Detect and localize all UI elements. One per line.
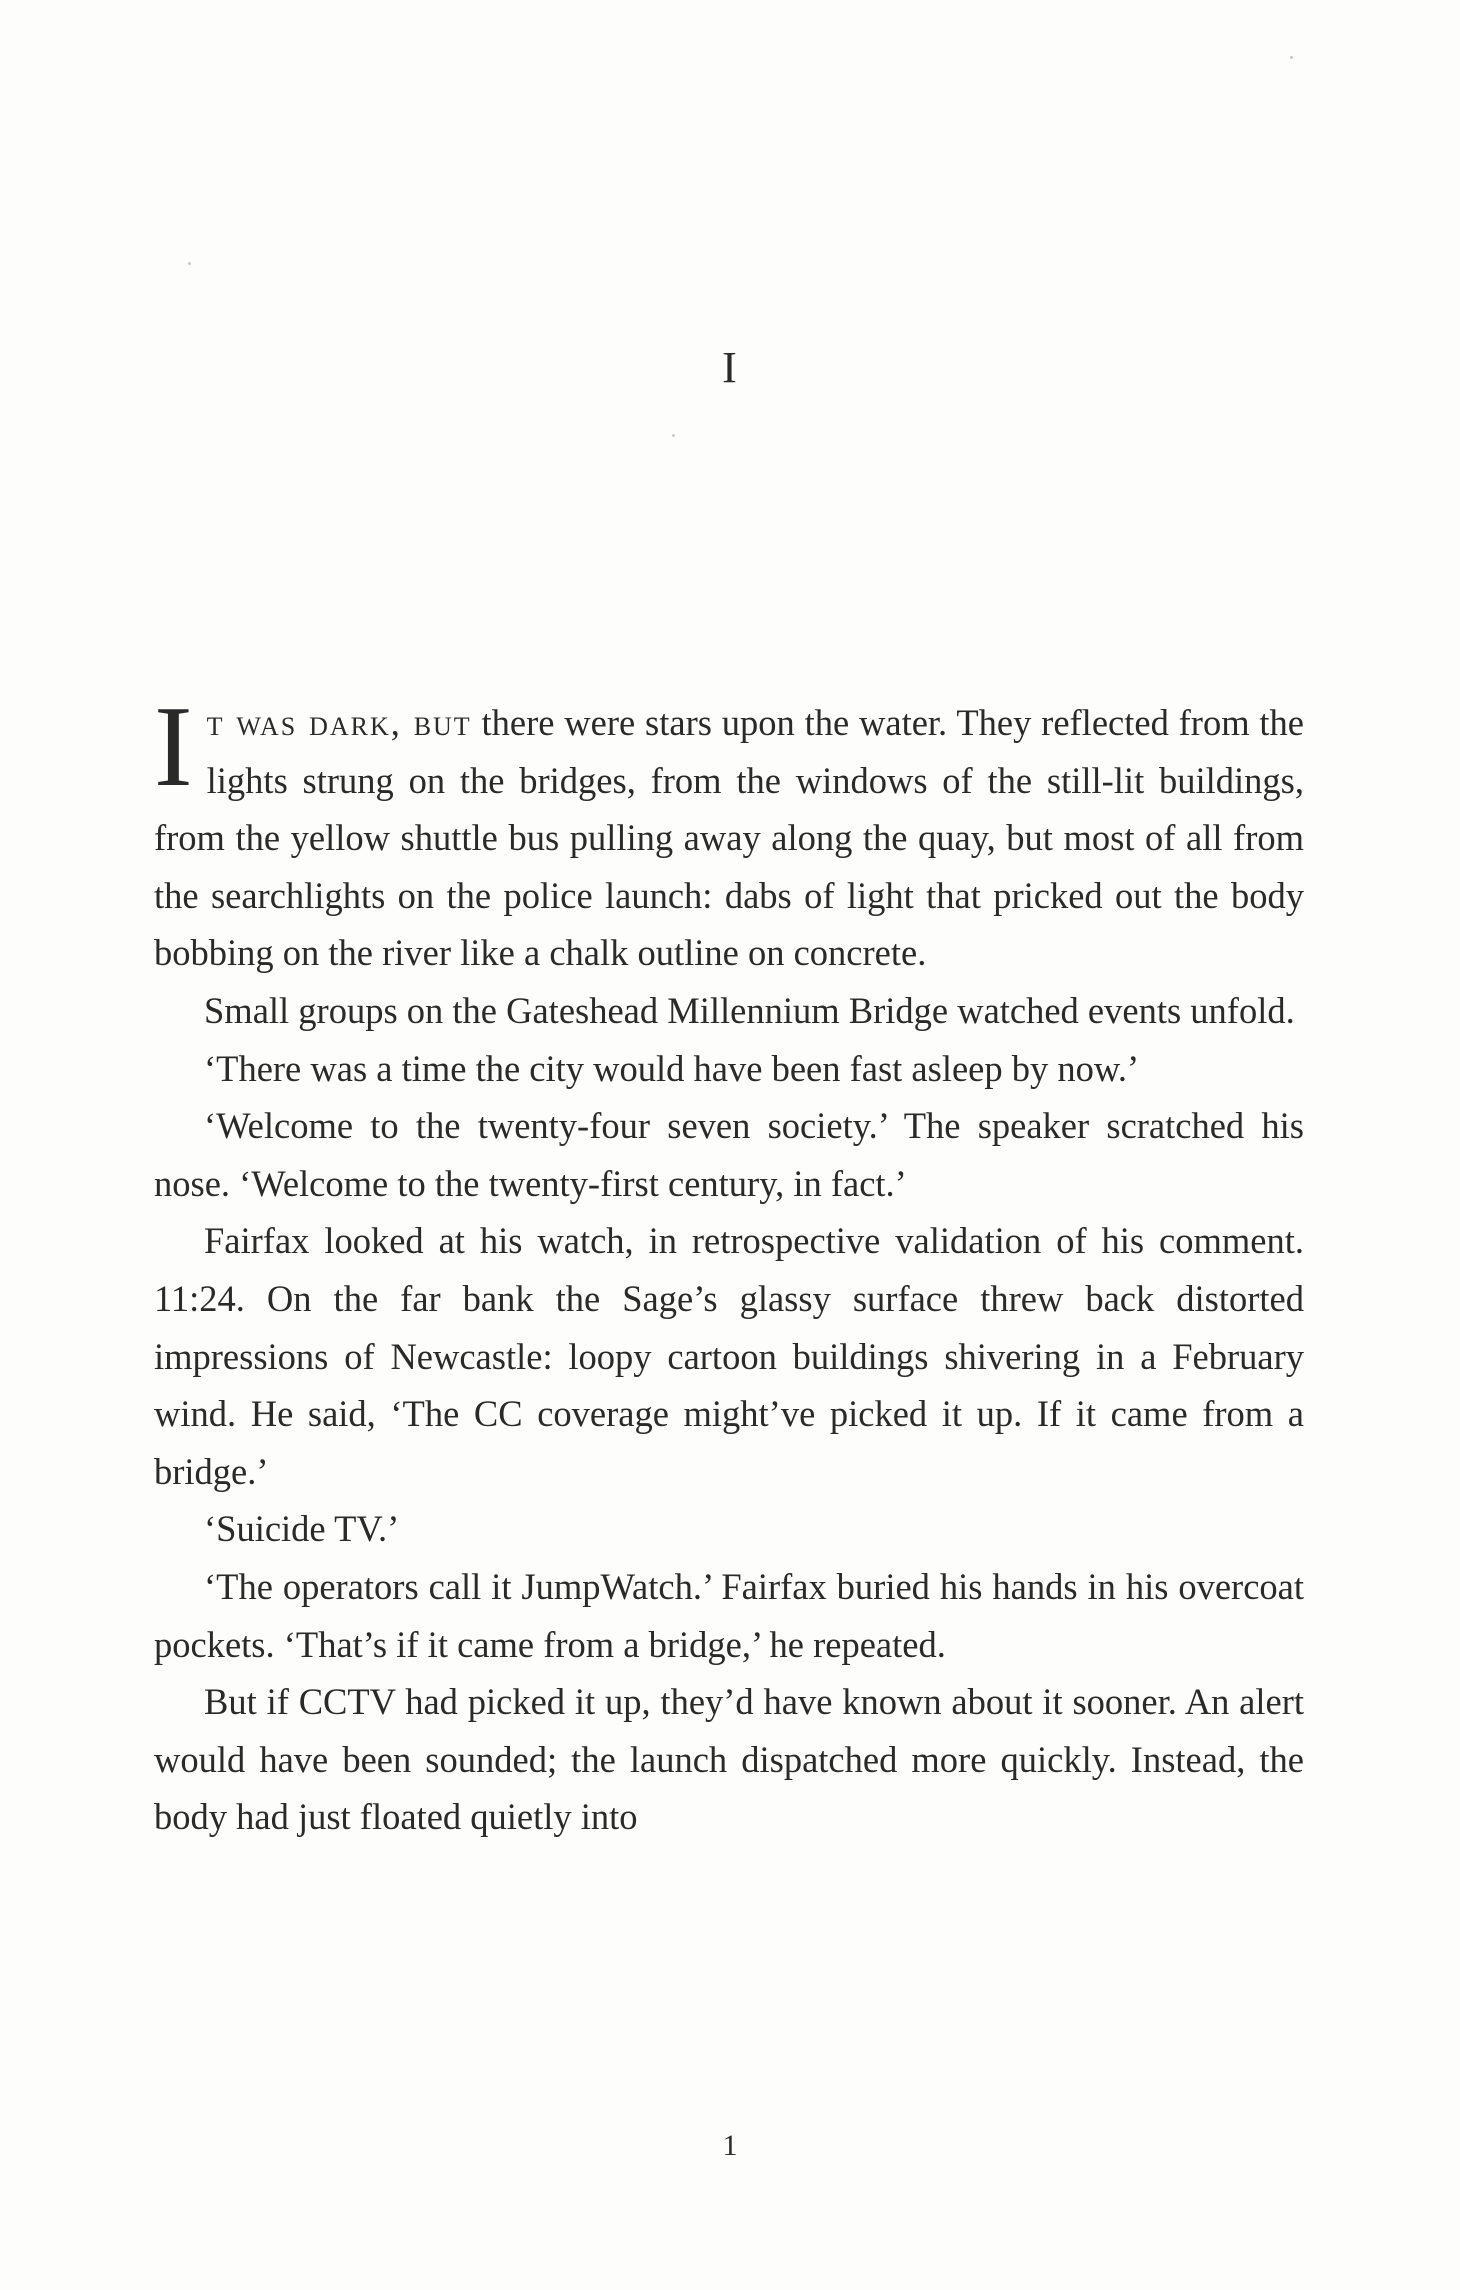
paper-speck [1290, 56, 1293, 59]
paragraph: Fairfax looked at his watch, in retrospective validation of his comment. 11:24. On the far bank the Sage’s glassy surface threw back distorted impressions of Newcastle: loopy cartoon buildings shivering in a February wind. He said, ‘The CC coverage might’ve picked it up. If it came from a bridge.’ [154, 1220, 1304, 1492]
paragraph: Small groups on the Gateshead Millennium Bridge watched events unfold. [204, 989, 1295, 1031]
body-text [154, 683, 1305, 1846]
opening-paragraph [154, 683, 1305, 982]
opening-text: there were stars upon the water. They reflected from the lights strung on the bridges, from the windows of the still-lit buildings, from the yellow shuttle bus pulling away along the quay, but most of all from the searchlights on the police launch: dabs of light that pricked out the body bobbing on the river like a chalk outline on concrete. [154, 702, 1305, 974]
paragraph: ‘Welcome to the twenty-four seven society.’ The speaker scratched his nose. ‘Welcome to the twenty-first century, in fact.’ [154, 1105, 1304, 1204]
paragraph: But if CCTV had picked it up, they’d have known about it sooner. An alert would have been sounded; the launch dispatched more quickly. Instead, the body had just floated quietly into [154, 1681, 1304, 1838]
paragraph: ‘The operators call it JumpWatch.’ Fairfax buried his hands in his overcoat pockets. ‘That’s if it came from a bridge,’ he repeated. [154, 1565, 1304, 1665]
paper-speck [672, 434, 675, 437]
paragraph: ‘Suicide TV.’ [204, 1508, 400, 1550]
lead-in-small-caps: t was dark, but [206, 702, 472, 743]
paper-speck [188, 262, 191, 265]
chapter-number: I [722, 343, 738, 392]
paragraph: ‘There was a time the city would have been fast asleep by now.’ [204, 1047, 1140, 1089]
page-number: 1 [722, 2129, 738, 2162]
drop-cap: I [154, 683, 193, 811]
